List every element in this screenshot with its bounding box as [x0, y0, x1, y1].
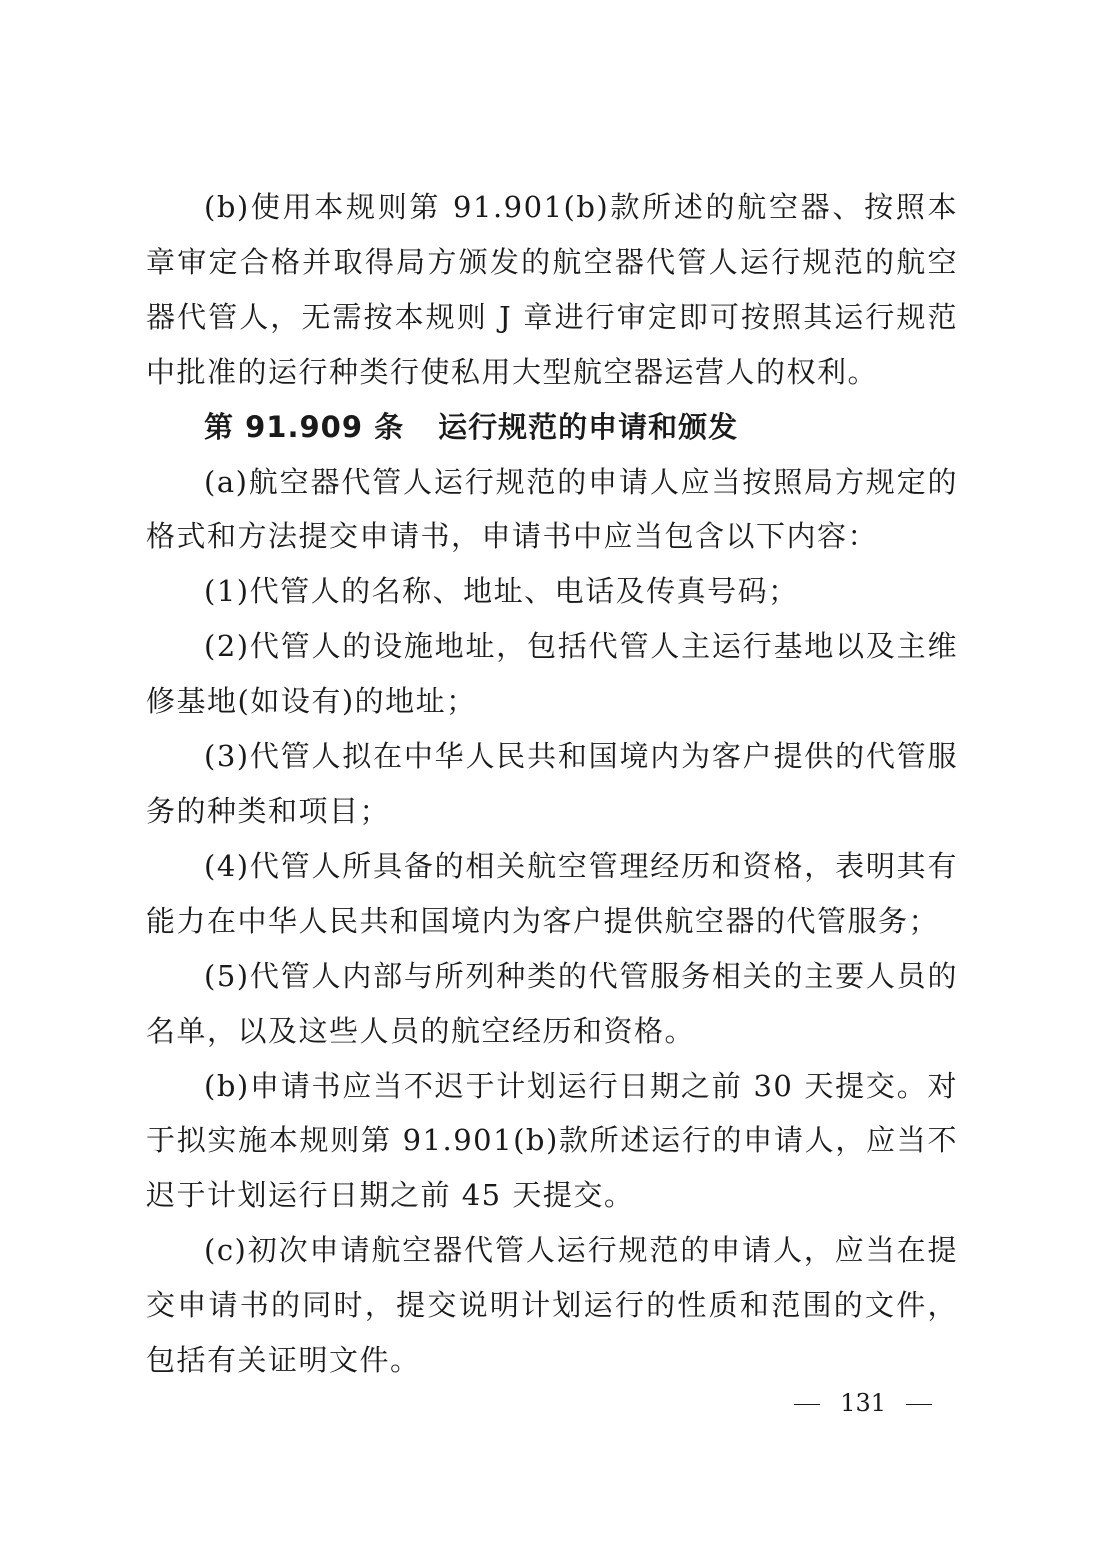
- article-title: 运行规范的申请和颁发: [438, 409, 739, 444]
- paragraph-b-deadline: (b)申请书应当不迟于计划运行日期之前 30 天提交。对于拟实施本规则第 91.901(b)款所述运行的申请人，应当不迟于计划运行日期之前 45 天提交。: [146, 1068, 958, 1213]
- list-item-2: (2)代管人的设施地址，包括代管人主运行基地以及主维修基地(如设有)的地址；: [146, 629, 958, 719]
- paragraph-a-application: (a)航空器代管人运行规范的申请人应当按照局方规定的格式和方法提交申请书，申请书中应当包含以下内容：: [146, 464, 958, 554]
- footer-dash-right: [906, 1404, 932, 1405]
- paragraph-b-rights: (b)使用本规则第 91.901(b)款所述的航空器、按照本章审定合格并取得局方颁发的航空器代管人运行规范的航空器代管人，无需按本规则 J 章进行审定即可按照其运行规范中批准的运行种类行使私用大型航空器运营人的权利。: [146, 190, 958, 389]
- article-heading: [146, 400, 958, 455]
- list-item-1: (1)代管人的名称、地址、电话及传真号码；: [204, 574, 799, 609]
- paragraph-c-initial-application: (c)初次申请航空器代管人运行规范的申请人，应当在提交申请书的同时，提交说明计划运行的性质和范围的文件，包括有关证明文件。: [146, 1233, 958, 1378]
- document-body: [146, 180, 958, 1388]
- footer-dash-left: [794, 1404, 820, 1405]
- list-item-5: (5)代管人内部与所列种类的代管服务相关的主要人员的名单，以及这些人员的航空经历和资格。: [146, 958, 958, 1048]
- article-number: 第 91.909 条: [204, 409, 405, 444]
- list-item-4: (4)代管人所具备的相关航空管理经历和资格，表明其有能力在中华人民共和国境内为客户提供航空器的代管服务；: [146, 848, 958, 938]
- page-footer: [794, 1388, 932, 1418]
- page-number: 131: [840, 1389, 886, 1417]
- list-item-3: (3)代管人拟在中华人民共和国境内为客户提供的代管服务的种类和项目；: [146, 739, 958, 828]
